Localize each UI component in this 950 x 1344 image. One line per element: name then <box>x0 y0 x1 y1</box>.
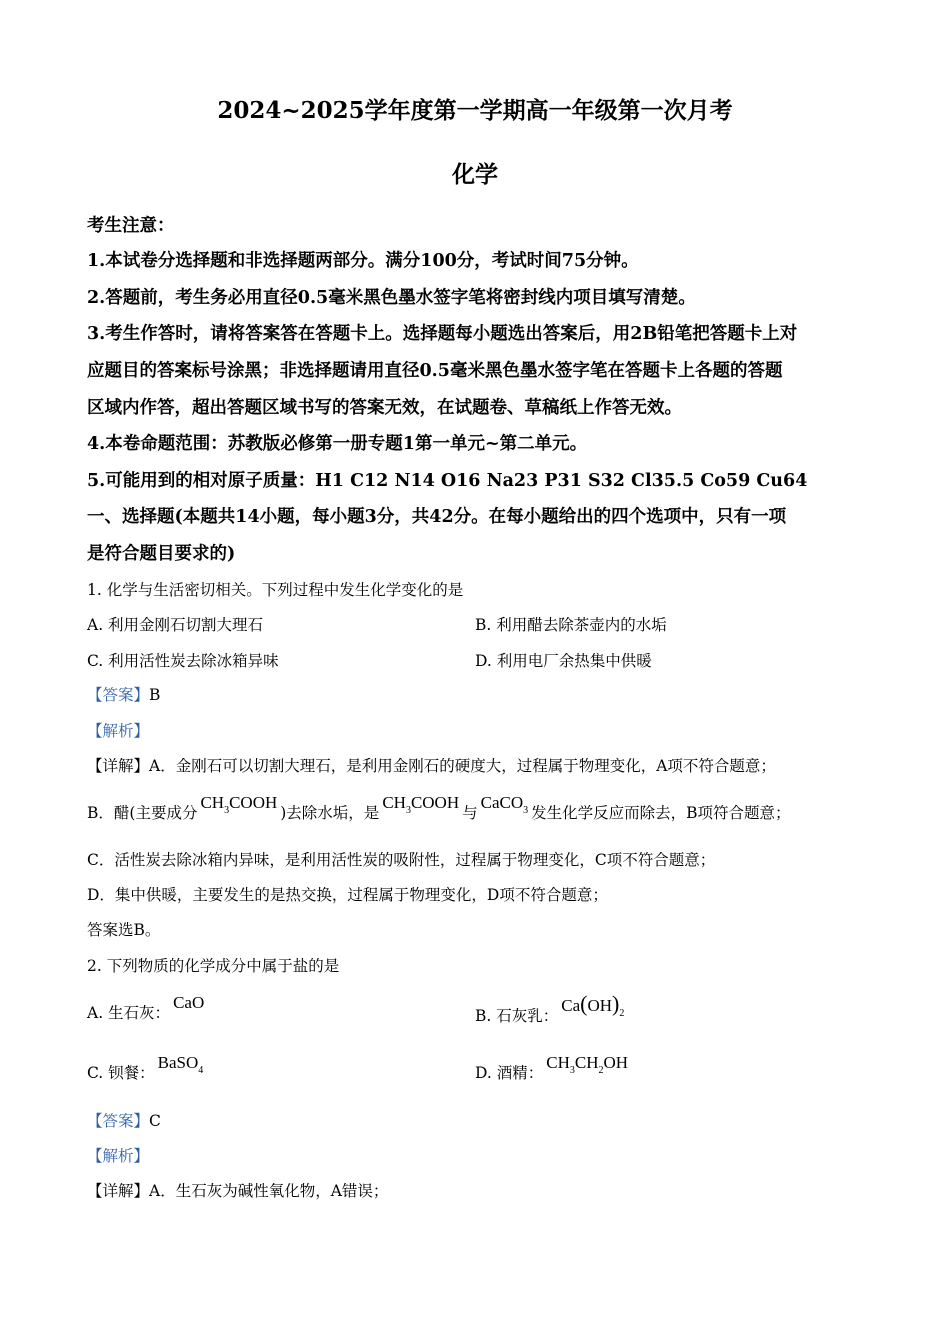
formula-caoh2: $Ca(OH)_2$ <box>561 991 625 1019</box>
answer-label: 【答案】 <box>87 1112 150 1130</box>
analysis-label: 【解析】 <box>87 1147 150 1165</box>
q1-option-d: D. 利用电厂余热集中供暖 <box>475 652 652 670</box>
answer-label: 【答案】 <box>87 686 150 704</box>
analysis-label: 【解析】 <box>87 722 150 740</box>
q1-detail-c: C．活性炭去除冰箱内异味，是利用活性炭的吸附性，过程属于物理变化，C项不符合题意； <box>87 851 716 869</box>
q1-answer-value: B <box>149 686 161 704</box>
notice-heading: 考生注意： <box>87 216 175 236</box>
exam-title: 2024~2025学年度第一学期高一年级第一次月考 <box>217 97 733 124</box>
q2-detail-a: 【详解】A．生石灰为碱性氧化物，A错误； <box>87 1182 389 1200</box>
q2-answer <box>87 1109 161 1131</box>
q1-option-b: B. 利用醋去除茶壶内的水垢 <box>475 616 667 634</box>
q1-option-a: A. 利用金刚石切割大理石 <box>87 616 264 634</box>
q1-stem: 1. 化学与生活密切相关。下列过程中发生化学变化的是 <box>87 581 464 599</box>
q2-option-c: C. 钡餐：BaSO$_4$ <box>87 1053 204 1082</box>
formula-baso4: BaSO$_4$ <box>157 1053 204 1076</box>
q1-analysis <box>87 719 149 741</box>
section-heading: 一、选择题(本题共14小题，每小题3分，共42分。在每小题给出的四个选项中，只有一项 <box>87 507 787 527</box>
q2-option-d: D. 酒精：$CH_3CH_2OH$ <box>475 1053 629 1082</box>
q2-stem: 2. 下列物质的化学成分中属于盐的是 <box>87 957 340 975</box>
q1-conclusion: 答案选B。 <box>87 921 161 939</box>
q2-answer-value: C <box>149 1112 161 1130</box>
subject-title: 化学 <box>452 161 498 188</box>
q2-option-a: A. 生石灰：CaO <box>87 993 205 1022</box>
notice-item-4: 4.本卷命题范围：苏教版必修第一册专题1第一单元~第二单元。 <box>87 434 588 454</box>
notice-item-5: 5.可能用到的相对原子质量：H1 C12 N14 O16 Na23 P31 S32 Cl35.5 Co59 Cu64 <box>87 471 808 491</box>
notice-item-3-cont1: 应题目的答案标号涂黑；非选择题请用直径0.5毫米黑色墨水签字笔在答题卡上各题的答题 <box>87 361 783 381</box>
detail-label: 【详解】 <box>87 1182 150 1200</box>
q1-detail-b: B．醋(主要成分$CH_3COOH$)去除水垢，是$CH_3COOH$与CaCO$_3$ 发生化学反应而除去，B项符合题意； <box>87 793 791 822</box>
q1-answer <box>87 683 160 705</box>
q1-option-c: C. 利用活性炭去除冰箱异味 <box>87 652 279 670</box>
detail-label: 【详解】 <box>87 757 150 775</box>
q1-detail-a: 【详解】A．金刚石可以切割大理石，是利用金刚石的硬度大，过程属于物理变化，A项不符合题意； <box>87 757 776 775</box>
section-heading-cont: 是符合题目要求的) <box>87 544 236 564</box>
formula-ch3ch2oh: $CH_3CH_2OH$ <box>546 1053 629 1076</box>
formula-cao: CaO <box>173 993 205 1012</box>
q1-detail-d: D．集中供暖，主要发生的是热交换，过程属于物理变化，D项不符合题意； <box>87 886 608 904</box>
formula-caco3: CaCO$_3$ <box>480 793 529 816</box>
notice-item-3: 3.考生作答时，请将答案答在答题卡上。选择题每小题选出答案后，用2B铅笔把答题卡上对 <box>87 324 798 344</box>
notice-item-2: 2.答题前，考生务必用直径0.5毫米黑色墨水签字笔将密封线内项目填写清楚。 <box>87 288 696 308</box>
notice-item-3-cont2: 区域内作答，超出答题区域书写的答案无效，在试题卷、草稿纸上作答无效。 <box>87 398 682 418</box>
q2-analysis <box>87 1144 149 1166</box>
notice-item-1: 1.本试卷分选择题和非选择题两部分。满分100分，考试时间75分钟。 <box>87 251 639 271</box>
formula-ch3cooh: $CH_3COOH$ <box>382 793 460 816</box>
formula-ch3cooh: $CH_3COOH$ <box>200 793 278 816</box>
q2-option-b: B. 石灰乳：$Ca(OH)_2$ <box>475 991 625 1025</box>
